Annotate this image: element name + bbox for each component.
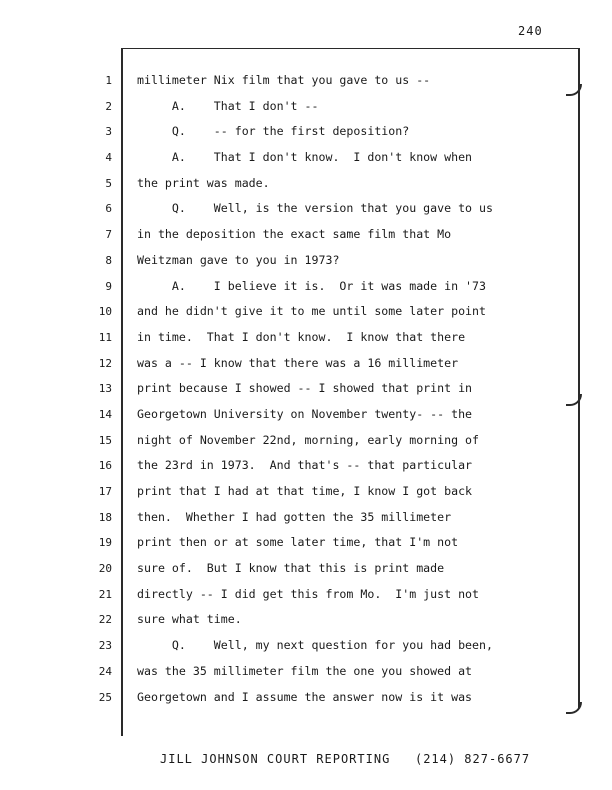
transcript-line: the 23rd in 1973. And that's -- that particular [137, 458, 473, 473]
page-number: 240 [518, 24, 543, 38]
line-number: 15 [98, 433, 112, 447]
page-border-right [578, 48, 580, 708]
line-number: 22 [98, 613, 112, 627]
line-number: 24 [98, 664, 112, 678]
transcript-line: directly -- I did get this from Mo. I'm just not [137, 586, 480, 601]
line-number: 23 [98, 639, 112, 653]
line-number: 1 [105, 74, 112, 87]
transcript-line: sure of. But I know that this is print made [137, 561, 445, 576]
transcript-line: was a -- I know that there was a 16 millimeter [137, 355, 459, 370]
line-number: 5 [105, 176, 112, 190]
line-number: 3 [105, 125, 112, 139]
page-border-top [121, 48, 580, 49]
line-number: 16 [98, 459, 112, 473]
transcript-line: Q. -- for the first deposition? [137, 124, 410, 139]
transcript-line: Q. Well, my next question for you had been, [137, 638, 493, 653]
transcript-line: print then or at some later time, that I'm not [137, 535, 459, 550]
line-number: 20 [98, 562, 112, 576]
transcript-line: print because I showed -- I showed that print in [137, 381, 473, 396]
margin-hook-mark [566, 702, 582, 714]
transcript-line: Georgetown and I assume the answer now is it was [137, 689, 473, 704]
transcript-line: A. I believe it is. Or it was made in '73 [137, 278, 487, 293]
transcript-line: Georgetown University on November twenty- -- the [137, 406, 473, 421]
line-number: 14 [98, 407, 112, 421]
line-number: 19 [98, 536, 112, 550]
line-number-column [92, 73, 112, 715]
line-number: 8 [105, 253, 112, 267]
transcript-line: and he didn't give it to me until some later point [137, 304, 487, 319]
line-number: 10 [98, 305, 112, 319]
line-number: 11 [98, 330, 112, 344]
line-number: 9 [105, 279, 112, 293]
transcript-line: in the deposition the exact same film that Mo [137, 227, 452, 242]
line-number: 4 [105, 151, 112, 165]
line-number: 17 [98, 485, 112, 498]
line-number: 6 [105, 202, 112, 216]
line-number: 13 [98, 382, 112, 396]
line-number: 21 [98, 587, 112, 601]
transcript-line: night of November 22nd, morning, early morning of [137, 432, 480, 447]
transcript-line: print that I had at that time, I know I got back [137, 484, 473, 498]
line-number: 25 [98, 690, 112, 704]
transcript-line: A. That I don't know. I don't know when [137, 150, 473, 165]
transcript-body [137, 72, 567, 714]
transcript-line: in time. That I don't know. I know that there [137, 329, 466, 344]
transcript-line: sure what time. [137, 612, 242, 627]
line-number: 7 [105, 228, 112, 242]
transcript-line: A. That I don't -- [137, 98, 319, 113]
line-number: 12 [98, 356, 112, 370]
transcript-line: the print was made. [137, 175, 270, 190]
reporter-footer: JILL JOHNSON COURT REPORTING (214) 827-6677 [160, 752, 531, 766]
transcript-line: Q. Well, is the version that you gave to us [137, 201, 493, 216]
transcript-line: Weitzman gave to you in 1973? [137, 252, 340, 267]
line-number: 2 [105, 99, 112, 113]
transcript-line: then. Whether I had gotten the 35 millimeter [137, 509, 452, 524]
page-border-left [121, 48, 123, 736]
line-number: 18 [98, 510, 112, 524]
transcript-line: was the 35 millimeter film the one you showed at [137, 663, 473, 678]
transcript-line: millimeter Nix film that you gave to us -- [137, 73, 431, 87]
